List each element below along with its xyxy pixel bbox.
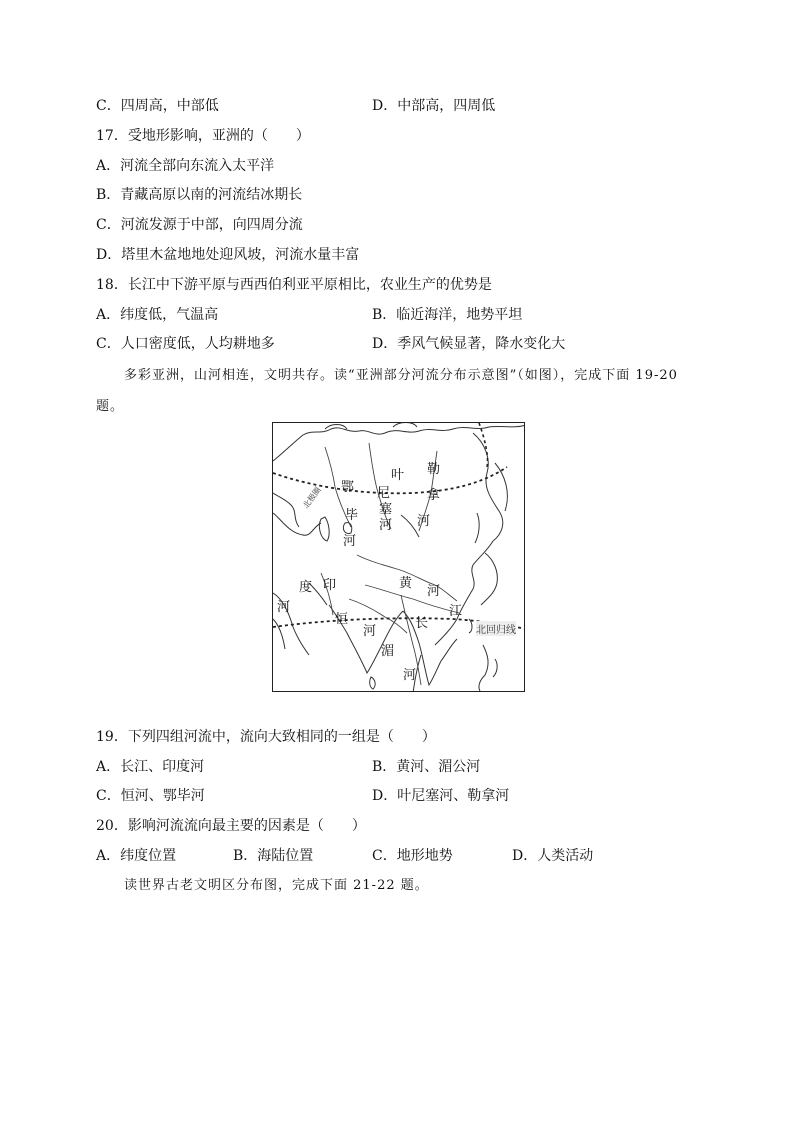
q19-option-b: B．黄河、湄公河 (372, 759, 481, 775)
mekong-label-1: 湄 (381, 644, 395, 659)
indus-label-1: 印 (323, 578, 337, 593)
q18-option-a: A．纬度低，气温高 (96, 307, 219, 323)
q20-option-c: C．地形地势 (372, 848, 453, 864)
q17-option-c: C．河流发源于中部，向四周分流 (96, 217, 303, 233)
q17-option-a: A．河流全部向东流入太平洋 (96, 158, 275, 174)
q18-option-d: D．季风气候显著，降水变化大 (372, 336, 566, 352)
intro-21-22: 读世界古老文明区分布图，完成下面 21-22 题。 (124, 878, 429, 893)
indus-label-3: 河 (277, 600, 291, 615)
arctic-circle-label: 北极圈 (301, 485, 323, 511)
q20-option-d: D．人类活动 (512, 848, 594, 864)
ganges-label-1: 恒 (335, 612, 349, 627)
q20-option-b: B．海陆位置 (233, 848, 314, 864)
yenisei-label-1: 叶 (391, 468, 405, 483)
q18-stem: 18．长江中下游平原与西西伯利亚平原相比，农业生产的优势是 (96, 277, 492, 293)
yellow-river-label-1: 黄 (399, 576, 413, 591)
yellow-river-label-2: 河 (427, 584, 441, 599)
q20-stem: 20．影响河流流向最主要的因素是（ ） (96, 818, 366, 834)
q19-option-d: D．叶尼塞河、勒拿河 (372, 788, 510, 804)
q16-option-c: C．四周高，中部低 (96, 98, 219, 114)
ob-label-2: 毕 (345, 508, 359, 523)
intro-19-20-line1: 多彩亚洲，山河相连，文明共存。读“亚洲部分河流分布示意图”（如图），完成下面 19-20 (124, 368, 678, 383)
ob-label-3: 河 (343, 534, 357, 549)
lena-label-1: 勒 (427, 462, 441, 477)
tropic-of-cancer-label: 北回归线 (476, 621, 516, 636)
intro-19-20-line2: 题。 (96, 399, 125, 414)
mekong-label-2: 河 (403, 668, 417, 683)
yangtze-label-2: 江 (449, 604, 463, 619)
yenisei-label-4: 河 (379, 518, 393, 533)
yenisei-label-2: 尼 (377, 486, 391, 501)
yenisei-label-3: 塞 (379, 502, 393, 517)
asia-rivers-map (272, 422, 525, 692)
q19-option-c: C．恒河、鄂毕河 (96, 788, 205, 804)
q19-stem: 19．下列四组河流中，流向大致相同的一组是（ ） (96, 729, 436, 745)
lena-label-3: 河 (417, 514, 431, 529)
yangtze-label-1: 长 (415, 616, 429, 631)
q17-option-d: D．塔里木盆地地处迎风坡，河流水量丰富 (96, 247, 360, 263)
q18-option-c: C．人口密度低，人均耕地多 (96, 336, 275, 352)
q17-option-b: B．青藏高原以南的河流结冰期长 (96, 187, 303, 203)
q18-option-b: B．临近海洋，地势平坦 (372, 307, 523, 323)
q16-option-d: D．中部高，四周低 (372, 98, 496, 114)
lena-label-2: 拿 (427, 488, 441, 503)
ganges-label-2: 河 (363, 624, 377, 639)
ob-label-1: 鄂 (341, 480, 355, 495)
q19-option-a: A．长江、印度河 (96, 759, 205, 775)
indus-label-2: 度 (299, 580, 313, 595)
map-drawing (273, 423, 525, 692)
q17-stem: 17．受地形影响，亚洲的（ ） (96, 128, 310, 144)
q20-option-a: A．纬度位置 (96, 848, 177, 864)
